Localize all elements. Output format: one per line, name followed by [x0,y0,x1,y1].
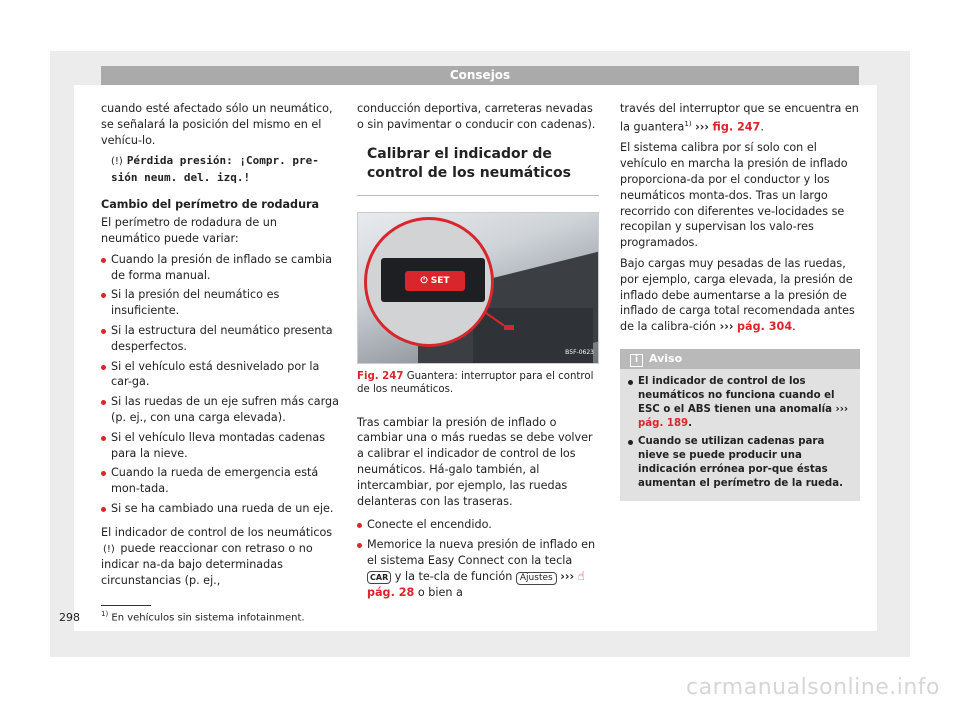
figure-number: Fig. 247 [357,370,404,382]
divider [357,195,599,196]
list-item: Si las ruedas de un eje sufren más carga (p. ej., con una carga elevada). [101,394,339,426]
paragraph: Bajo cargas muy pesadas de las ruedas, por ejemplo, carga elevada, la presión de inflado debe aumentarse a la presión de inflado de carga total recomendada antes de la calibra-ción ››› pág. 304. [620,256,855,334]
page-header: Consejos [101,66,859,85]
list-item: Si la estructura del neumático presenta desperfectos. [101,323,339,355]
switch-location-marker [504,325,514,330]
zoom-circle [364,217,494,347]
figure-reference[interactable]: fig. 247 [712,120,761,134]
subheading: Cambio del perímetro de rodadura [101,198,320,212]
list-item: El indicador de control de los neumáticos no funciona cuando el ESC o el ABS tienen una anomalía ››› pág. 189. [628,375,852,431]
set-button-illustration: ⏻ SET [405,271,465,291]
section-heading: Calibrar el indicador de control de los neumáticos [367,145,571,181]
page-reference[interactable]: pág. 189 [638,417,689,429]
paragraph: El indicador de control de los neumáticos (!) puede reaccionar con retraso o no indicar na-da bajo determinadas circunstancias (p. ej., [101,525,333,588]
list-item: Si la presión del neumático es insuficiente. [101,287,339,319]
page-reference[interactable]: pág. 304 [737,320,793,334]
paragraph: El perímetro de rodadura de un neumático puede variar: [101,216,277,245]
touchscreen-icon: ☝ [577,568,585,583]
figure-code: B5F-0623 [565,348,594,356]
list-item: Conecte el encendido. [357,517,599,533]
ajustes-key: Ajustes [516,572,557,585]
tire-pressure-icon: (!) [111,156,123,168]
list-item: Cuando la rueda de emergencia está mon-tada. [101,465,339,497]
display-message [101,153,339,185]
content-area [74,85,877,631]
figure-caption: Fig. 247 Guantera: interruptor para el control de los neumáticos. [357,370,594,396]
note-box [620,349,860,501]
column-3 [620,101,860,501]
list-item: Si el vehículo está desnivelado por la car-ga. [101,359,339,391]
list-item: Si el vehículo lleva montadas cadenas para la nieve. [101,430,339,462]
list-item: Cuando se utilizan cadenas para nieve se puede producir una indicación errónea por-que éstas aumentan el perímetro de la rueda. [628,435,852,491]
list-item: Memorice la nueva presión de inflado en el sistema Easy Connect con la tecla CAR y la te-cla de función Ajustes ››› ☝ pág. 28 o bien a [357,537,599,600]
car-key-icon: CAR [367,571,391,584]
paragraph: Tras cambiar la presión de inflado o cambiar una o más ruedas se debe volver a calibrar el indicador de control de los neumáticos. Há-galo también, al intercambiar, por ejemplo, las ruedas delanteras con las traseras. [357,415,593,508]
info-icon: i [630,354,643,367]
note-body [620,369,860,501]
note-header: i Aviso [620,349,860,369]
watermark: carmanualsonline.info [686,675,940,700]
paragraph: El sistema calibra por sí solo con el vehículo en marcha la presión de inflado proporciona-da por el conductor y los neumáticos monta-dos. Tras un largo recorrido con diferentes ve-locidades se recopilan y supervisan los valo-res programados. [620,141,848,250]
display-message-text: Pérdida presión: ¡Compr. pre-sión neum. del. izq.! [111,154,319,184]
tire-pressure-icon: (!) [103,543,115,555]
page-reference[interactable]: pág. 28 [367,585,415,599]
column-1 [101,101,339,594]
footnote: $^{1)}$ En vehículos sin sistema infotainment. [101,610,305,624]
footnote-divider [101,605,151,606]
list-item: Cuando la presión de inflado se cambia de forma manual. [101,252,339,284]
column-2 [357,101,599,605]
list-item: Si se ha cambiado una rueda de un eje. [101,501,339,517]
page-number: 298 [59,611,80,624]
paragraph: través del interruptor que se encuentra en la guantera$^{1)}$ ››› fig. 247. [620,102,859,134]
paragraph: conducción deportiva, carreteras nevadas o sin pavimentar o conducir con cadenas). [357,102,596,131]
figure-image [357,212,599,364]
paragraph: cuando esté afectado sólo un neumático, se señalará la posición del mismo en el vehícu-lo. [101,102,333,147]
